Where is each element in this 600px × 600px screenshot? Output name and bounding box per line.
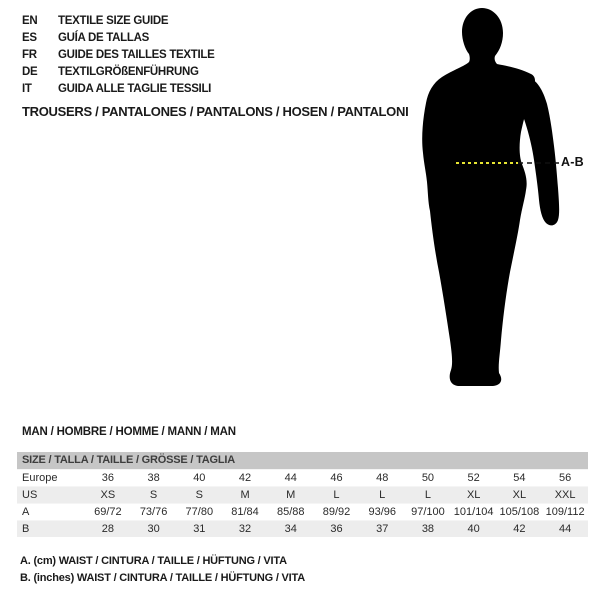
size-cell: XXL [554,489,576,501]
size-cell: 28 [101,523,114,535]
size-cell: 81/84 [231,506,259,518]
size-cell: 89/92 [322,506,351,518]
measure-label-ab: A-B [561,155,584,169]
category-title: TROUSERS / PANTALONES / PANTALONS / HOSEN / PANTALONI [22,104,409,119]
footnote-b: B. (inches) WAIST / CINTURA / TAILLE / HÜFTUNG / VITA [20,572,305,584]
size-row-b [17,520,588,537]
language-code: FR [22,49,37,61]
size-cell: XL [512,489,527,501]
size-cell: 109/112 [545,506,585,518]
size-cell: 36 [101,472,114,484]
size-cell: 50 [421,472,435,484]
size-cell: 101/104 [453,506,494,518]
footnotes [20,553,305,587]
size-cell: XL [466,489,481,501]
size-row-a [17,503,588,520]
size-cell: L [379,489,386,501]
size-cell: 38 [147,472,160,484]
size-cell: 30 [147,523,160,535]
man-silhouette-figure [415,6,600,391]
language-row-de [22,64,215,81]
size-cell: 38 [421,523,435,535]
language-title: GUIDE DES TAILLES TEXTILE [58,49,215,61]
language-row-fr [22,47,215,64]
size-cell: 77/80 [185,506,214,518]
size-cell: 97/100 [411,506,445,518]
size-cell: S [195,489,203,501]
size-row-europe [17,469,588,486]
size-cell: L [424,489,431,501]
size-cell: 44 [559,523,572,535]
size-row-label: US [22,489,38,501]
size-cell: 40 [467,523,480,535]
size-cell: 36 [330,523,343,535]
language-title: GUIDA ALLE TAGLIE TESSILI [58,83,212,95]
size-row-us [17,486,588,503]
language-code: ES [22,32,37,44]
size-cell: 44 [284,472,297,484]
language-row-en [22,13,215,30]
size-cell: 73/76 [139,506,168,518]
section-title-man: MAN / HOMBRE / HOMME / MANN / MAN [22,426,236,438]
size-cell: M [240,489,250,501]
language-title: TEXTILGRÖßENFÜHRUNG [58,66,199,78]
size-cell: 93/96 [368,506,396,518]
language-legend [22,13,215,98]
language-code: IT [22,83,32,95]
size-cell: 40 [193,472,206,484]
size-row-label: B [22,523,30,535]
footnote-a: A. (cm) WAIST / CINTURA / TAILLE / HÜFTUNG / VITA [20,555,287,567]
size-cell: S [149,489,158,501]
size-table [17,452,588,537]
size-row-label: Europe [22,472,58,484]
size-cell: 85/88 [277,506,305,518]
size-cell: 42 [238,472,252,484]
size-cell: 42 [513,523,526,535]
size-row-label: A [22,506,30,518]
size-cell: 31 [193,523,206,535]
size-cell: 52 [467,472,480,484]
size-cell: 37 [376,523,389,535]
size-cell: M [286,489,296,501]
man-silhouette-icon [415,6,600,391]
size-cell: 48 [376,472,389,484]
size-table-header: SIZE / TALLA / TAILLE / GRÖSSE / TAGLIA [17,452,588,469]
language-row-it [22,81,215,98]
size-cell: 54 [513,472,526,484]
size-cell: 69/72 [94,506,122,518]
language-title: TEXTILE SIZE GUIDE [58,15,169,27]
language-row-es [22,30,215,47]
size-cell: L [333,489,340,501]
size-cell: 56 [559,472,572,484]
size-cell: 105/108 [499,506,540,518]
language-code: DE [22,66,38,78]
size-cell: 32 [238,523,252,535]
language-title: GUÍA DE TALLAS [58,32,149,44]
size-cell: 46 [330,472,343,484]
size-cell: 34 [284,523,297,535]
language-code: EN [22,15,38,27]
size-cell: XS [100,489,116,501]
size-table-body [17,469,588,537]
